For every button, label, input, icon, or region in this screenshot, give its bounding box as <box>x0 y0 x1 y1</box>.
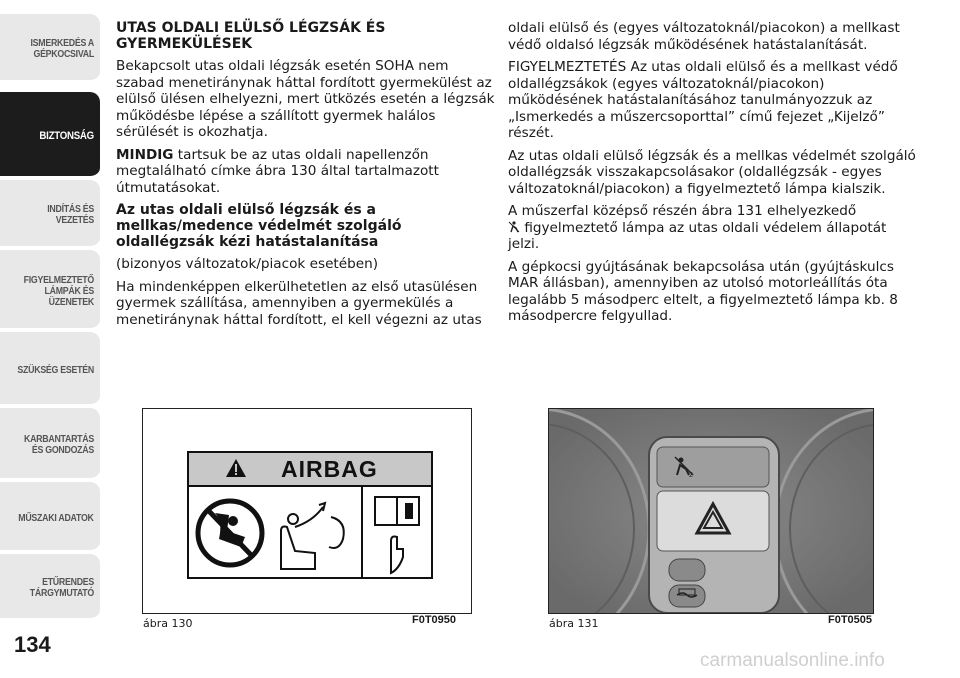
paragraph: Az utas oldali elülső légzsák és a mellkas védelmét szolgáló oldallégzsák visszakapcsolásakor (oldallégzsák - egyes változatoknál/piacokon) a figyelmeztető lámpa kialszik. <box>508 147 916 197</box>
subsection-heading: Az utas oldali elülső légzsák és a mellkas/medence védelmét szolgáló oldallégzsák kézi hatástalanítása <box>116 202 402 250</box>
tab-label: BIZTONSÁG <box>39 129 94 142</box>
no-rear-facing-child-seat-icon <box>193 491 267 575</box>
right-column <box>508 20 916 331</box>
section-heading: UTAS OLDALI ELÜLSŐ LÉGZSÁK ÉS GYERMEKÜLÉSEK <box>116 20 386 52</box>
paragraph: FIGYELMEZTETÉS Az utas oldali elülső és a mellkast védő oldallégzsákok (egyes változatoknál/piacokon) működésének hatástalanításához tanulmányozzuk az „Ismerkedés a műszercsoporttal” című fejezet „Kijelző” részét. <box>508 59 898 141</box>
tab-karbantartas[interactable] <box>0 408 100 480</box>
figure-code: F0T0505 <box>828 614 873 626</box>
figure-130 <box>142 408 472 614</box>
tab-biztonsag[interactable] <box>0 92 100 178</box>
tab-szukseg[interactable] <box>0 332 100 406</box>
paragraph <box>116 147 500 197</box>
label-header <box>189 453 431 487</box>
passenger-airbag-off-icon <box>508 221 520 233</box>
tab-label: INDÍTÁS ÉS VEZETÉS <box>47 204 94 226</box>
passenger-airbag-off-icon <box>673 455 697 479</box>
tab-label: FIGYELMEZTETŐ LÁMPÁK ÉS ÜZENETEK <box>23 274 94 308</box>
tab-inditas[interactable] <box>0 180 100 248</box>
label-title: AIRBAG <box>281 456 378 482</box>
emphasis: MINDIG <box>116 146 174 163</box>
tab-label: MŰSZAKI ADATOK <box>18 512 94 524</box>
paragraph: Ha mindenképpen elkerülhetetlen az első utasülésen gyermek szállítása, amennyiben a gyermekülés a menetiránynak háttal fordított, el kell végezni az utas <box>116 278 482 328</box>
figure-caption: ábra 131 <box>549 617 599 630</box>
label-divider <box>361 487 363 579</box>
tab-label: ISMERKEDÉS A GÉPKOCSIVAL <box>30 38 94 60</box>
tab-label: ETŰRENDES TÁRGYMUTATÓ <box>29 577 94 599</box>
tab-label: SZÜKSÉG ESETÉN <box>17 364 94 376</box>
read-manual-icon <box>369 493 425 575</box>
airbag-warning-label <box>187 451 433 579</box>
paragraph-text: figyelmeztető lámpa az utas oldali védelem állapotát jelzi. <box>508 219 887 252</box>
tab-label: KARBANTARTÁS ÉS GONDOZÁS <box>23 434 95 456</box>
tab-targymutato[interactable] <box>0 554 100 620</box>
airbag-deployment-icon <box>273 491 355 575</box>
paragraph <box>508 203 916 253</box>
paragraph: oldali elülső és (egyes változatoknál/piacokon) a mellkast védő oldalsó légzsák működésének hatástalanítását. <box>508 20 900 53</box>
paragraph-text: A műszerfal középső részén ábra 131 elhelyezkedő <box>508 203 857 219</box>
chapter-tabs <box>0 0 100 678</box>
page-number: 134 <box>14 632 51 657</box>
warning-triangle-icon <box>225 458 247 478</box>
subsection-note: (bizonyos változatok/piacok esetében) <box>116 256 379 272</box>
figure-code: F0T0950 <box>412 614 457 626</box>
figure-caption: ábra 130 <box>143 617 193 630</box>
tab-figyelmezteto[interactable] <box>0 250 100 330</box>
paragraph: A gépkocsi gyújtásának bekapcsolása után (gyújtáskulcs MAR állásban), amennyiben az utolsó motorleállítás óta legalább 5 másodperc eltelt, a figyelmeztető lámpa kb. 8 másodpercre felgyullad. <box>508 258 898 324</box>
svg-text:2: 2 <box>689 472 693 479</box>
figure-131 <box>548 408 874 614</box>
paragraph: Bekapcsolt utas oldali légzsák esetén SOHA nem szabad menetiránynak háttal fordított gyermekülést az elülső ülésen elhelyezni, mert ütközés esetén a légzsák működésbe lépése a szállított gyermek halálos sérülését is okozhatja. <box>116 58 495 140</box>
paragraph-text: tartsuk be az utas oldali napellenzőn megtalálható címke ábra 130 által tartalmazott útmutatásokat. <box>116 146 439 196</box>
watermark: carmanualsonline.info <box>700 650 885 671</box>
tab-muszaki[interactable] <box>0 482 100 552</box>
dashboard-illustration <box>549 409 874 614</box>
left-column <box>116 20 500 334</box>
tab-ismerkedes[interactable] <box>0 14 100 82</box>
